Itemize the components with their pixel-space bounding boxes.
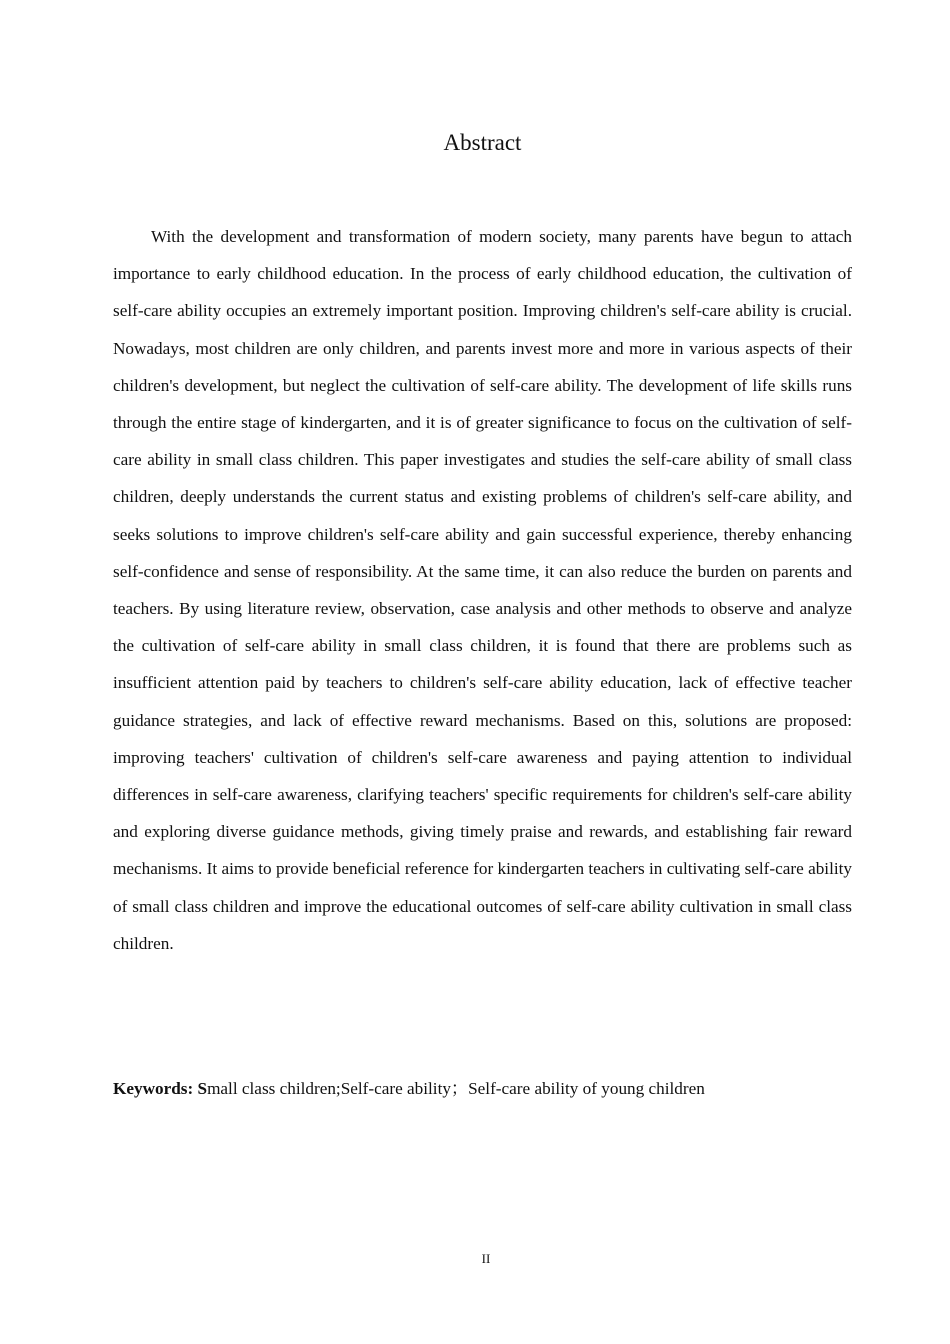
keywords-label: Keywords: — [113, 1079, 198, 1098]
keywords-line — [113, 1072, 852, 1106]
page-number: II — [481, 1251, 491, 1266]
keywords-first-letter: S — [197, 1079, 208, 1098]
page-title: Abstract — [443, 130, 522, 155]
keywords-text: mall class children;Self-care ability；Self-care ability of young children — [207, 1079, 705, 1098]
abstract-body: With the development and transformation of modern society, many parents have begun to attach importance to early childhood education. In the process of early childhood education, the cultivation of self-care ability occupies an extremely important position. Improving children's self-care ability is crucial. Nowadays, most children are only children, and parents invest more and more in various aspects of their children's development, but neglect the cultivation of self-care ability. The development of life skills runs through the entire stage of kindergarten, and it is of greater significance to focus on the cultivation of self-care ability in small class children. This paper investigates and studies the self-care ability of small class children, deeply understands the current status and existing problems of children's self-care ability, and seeks solutions to improve children's self-care ability and gain successful experience, thereby enhancing self-confidence and sense of responsibility. At the same time, it can also reduce the burden on parents and teachers. By using literature review, observation, case analysis and other methods to observe and analyze the cultivation of self-care ability in small class children, it is found that there are problems such as insufficient attention paid by teachers to children's self-care ability education, lack of effective teacher guidance strategies, and lack of effective reward mechanisms. Based on this, solutions are proposed: improving teachers' cultivation of children's self-care awareness and paying attention to individual differences in self-care awareness, clarifying teachers' specific requirements for children's self-care ability and exploring diverse guidance methods, giving timely praise and rewards, and establishing fair reward mechanisms. It aims to provide beneficial reference for kindergarten teachers in cultivating self-care ability of small class children and improve the educational outcomes of self-care ability cultivation in small class children. — [113, 227, 852, 953]
